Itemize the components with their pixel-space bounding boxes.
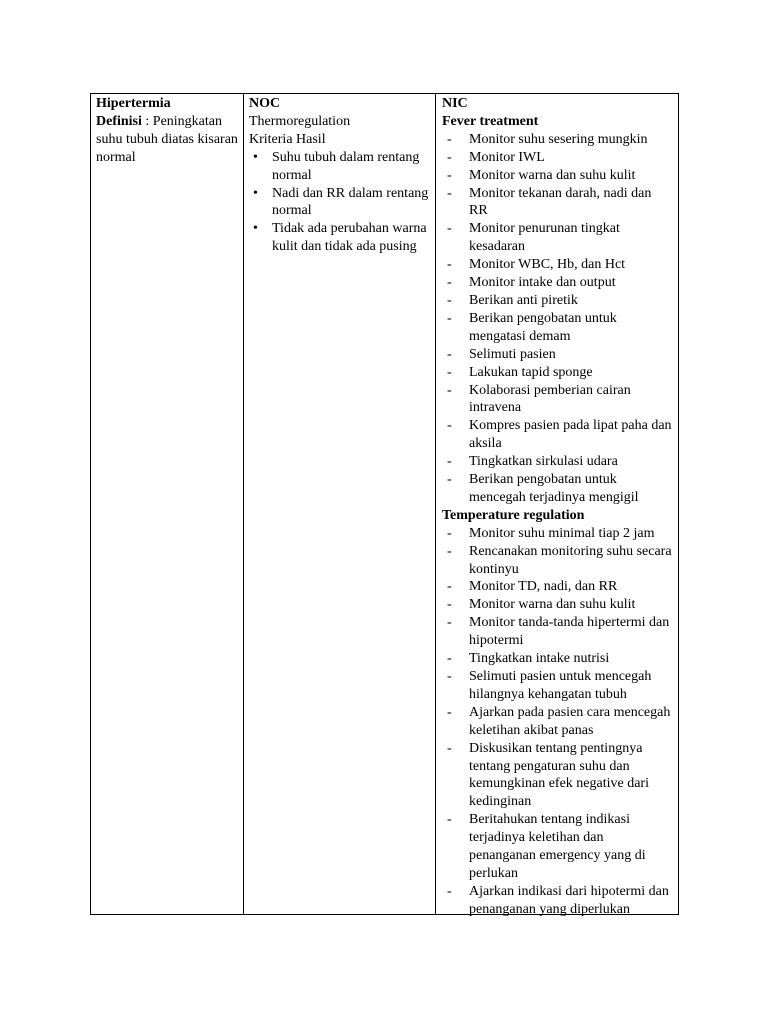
intervention-text: Monitor penurunan tingkat kesadaran	[469, 221, 620, 255]
intervention-item	[442, 131, 673, 149]
intervention-text: Monitor TD, nadi, dan RR	[469, 579, 618, 595]
intervention-text: Tingkatkan sirkulasi udara	[469, 454, 618, 470]
dash-icon: -	[447, 597, 452, 613]
bullet-icon: •	[253, 221, 258, 237]
intervention-item	[442, 256, 673, 274]
intervention-item	[442, 382, 673, 418]
bullet-icon: •	[253, 149, 258, 165]
criteria-text: Tidak ada perubahan warna kulit dan tidak ada pusing	[272, 221, 427, 255]
intervention-item	[442, 149, 673, 167]
nic-column	[436, 94, 678, 917]
intervention-text: Kolaborasi pemberian cairan intravena	[469, 382, 631, 416]
intervention-item	[442, 543, 673, 579]
dash-icon: -	[447, 346, 452, 362]
intervention-text: Monitor tanda-tanda hipertermi dan hipotermi	[469, 615, 670, 649]
intervention-item	[442, 364, 673, 382]
temperature-regulation-list	[442, 525, 673, 919]
intervention-item	[442, 596, 673, 614]
noc-criteria-list	[249, 149, 430, 256]
intervention-item	[442, 883, 673, 919]
intervention-item	[442, 740, 673, 812]
bullet-icon: •	[253, 185, 258, 201]
noc-header: NOC	[249, 96, 281, 111]
criteria-item	[249, 185, 430, 221]
intervention-item	[442, 668, 673, 704]
dash-icon: -	[447, 579, 452, 595]
intervention-item	[442, 220, 673, 256]
dash-icon: -	[447, 454, 452, 470]
nursing-care-plan-table	[90, 93, 679, 915]
dash-icon: -	[447, 651, 452, 667]
intervention-text: Rencanakan monitoring suhu secara kontinyu	[469, 543, 672, 577]
intervention-item	[442, 167, 673, 185]
dash-icon: -	[447, 615, 452, 631]
criteria-text: Suhu tubuh dalam rentang normal	[272, 149, 420, 183]
intervention-text: Monitor tekanan darah, nadi dan RR	[469, 185, 652, 219]
dash-icon: -	[447, 418, 452, 434]
dash-icon: -	[447, 310, 452, 326]
intervention-item	[442, 292, 673, 310]
criteria-item	[249, 220, 430, 256]
dash-icon: -	[447, 382, 452, 398]
nic-section-title: Fever treatment	[442, 113, 539, 129]
intervention-text: Selimuti pasien	[469, 346, 556, 362]
intervention-text: Diskusikan tentang pentingnya tentang pengaturan suhu dan kemungkinan efek negative dari kedinginan	[469, 740, 649, 810]
intervention-item	[442, 185, 673, 221]
definition-text: : Peningkatan suhu tubuh diatas kisaran normal	[96, 113, 238, 165]
dash-icon: -	[447, 740, 452, 756]
intervention-text: Ajarkan indikasi dari hipotermi dan penanganan yang diperlukan	[469, 883, 669, 917]
intervention-item	[442, 704, 673, 740]
intervention-text: Monitor warna dan suhu kulit	[469, 597, 636, 613]
dash-icon: -	[447, 883, 452, 899]
intervention-text: Lakukan tapid sponge	[469, 364, 593, 380]
dash-icon: -	[447, 257, 452, 273]
noc-outcome: Thermoregulation	[249, 113, 351, 129]
diagnosis-title: Hipertermia	[96, 96, 171, 111]
dash-icon: -	[447, 364, 452, 380]
intervention-item	[442, 471, 673, 507]
intervention-item	[442, 650, 673, 668]
intervention-text: Ajarkan pada pasien cara mencegah keletihan akibat panas	[469, 704, 671, 738]
noc-column	[244, 94, 436, 914]
intervention-text: Selimuti pasien untuk mencegah hilangnya kehangatan tubuh	[469, 669, 652, 702]
dash-icon: -	[447, 149, 452, 165]
intervention-text: Tingkatkan intake nutrisi	[469, 651, 610, 667]
intervention-text: Berikan pengobatan untuk mencegah terjadinya mengigil	[469, 472, 639, 505]
intervention-text: Beritahukan tentang indikasi terjadinya keletihan dan penanganan emergency yang di perlukan	[469, 812, 646, 881]
dash-icon: -	[447, 812, 452, 828]
intervention-item	[442, 310, 673, 346]
noc-criteria-label: Kriteria Hasil	[249, 131, 326, 147]
intervention-text: Monitor suhu minimal tiap 2 jam	[469, 525, 655, 541]
intervention-item	[442, 417, 673, 453]
intervention-item	[442, 453, 673, 471]
intervention-item	[442, 614, 673, 650]
intervention-text: Berikan pengobatan untuk mengatasi demam	[469, 310, 617, 344]
diagnosis-definition	[96, 113, 238, 167]
intervention-item	[442, 346, 673, 364]
intervention-text: Monitor IWL	[469, 149, 545, 165]
dash-icon: -	[447, 167, 452, 183]
diagnosis-column	[91, 94, 244, 914]
dash-icon: -	[447, 131, 452, 147]
criteria-text: Nadi dan RR dalam rentang normal	[272, 185, 429, 219]
intervention-item	[442, 578, 673, 596]
intervention-item	[442, 274, 673, 292]
criteria-item	[249, 149, 430, 185]
intervention-text: Monitor warna dan suhu kulit	[469, 167, 636, 183]
dash-icon: -	[447, 275, 452, 291]
dash-icon: -	[447, 525, 452, 541]
dash-icon: -	[447, 704, 452, 720]
dash-icon: -	[447, 543, 452, 559]
dash-icon: -	[447, 669, 452, 684]
intervention-text: Monitor WBC, Hb, dan Hct	[469, 257, 626, 273]
nic-section-title: Temperature regulation	[442, 507, 585, 523]
intervention-item	[442, 811, 673, 883]
intervention-text: Kompres pasien pada lipat paha dan aksila	[469, 418, 672, 452]
dash-icon: -	[447, 472, 452, 488]
fever-treatment-list	[442, 131, 673, 507]
dash-icon: -	[447, 185, 452, 201]
intervention-text: Monitor suhu sesering mungkin	[469, 131, 648, 147]
intervention-item	[442, 525, 673, 543]
nic-header: NIC	[442, 96, 468, 111]
dash-icon: -	[447, 292, 452, 308]
intervention-text: Monitor intake dan output	[469, 275, 616, 291]
definition-label: Definisi	[96, 113, 142, 129]
intervention-text: Berikan anti piretik	[469, 292, 578, 308]
dash-icon: -	[447, 221, 452, 237]
